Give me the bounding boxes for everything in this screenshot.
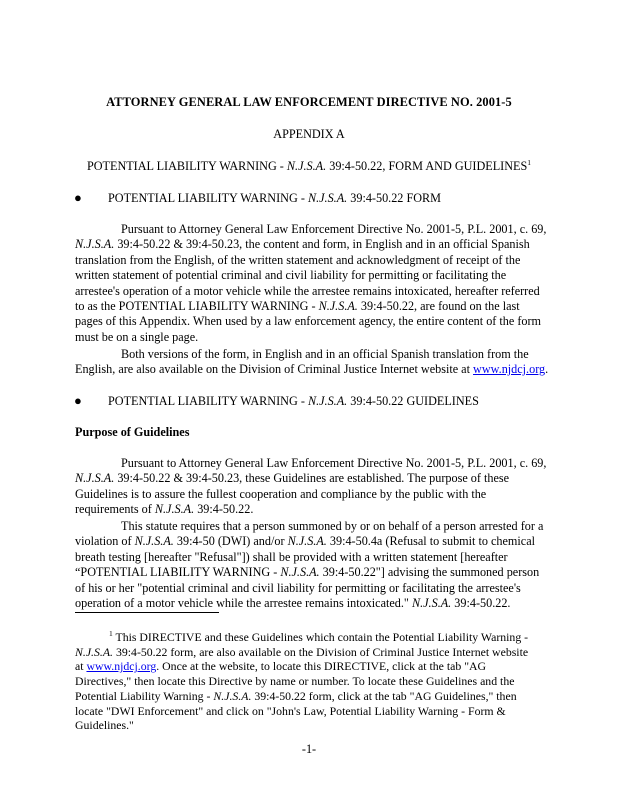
appendix-subtitle <box>60 159 558 174</box>
page-number: -1- <box>301 742 317 756</box>
njdcj-footnote-link[interactable]: www.njdcj.org <box>86 659 157 674</box>
purpose-heading: Purpose of Guidelines <box>75 425 190 439</box>
footnote: $^1$ This DIRECTIVE and these Guidelines which contain the Potential Liability Warning - N.J.S.A. 39:4-50.22 form, are also available on the Division of Criminal Justice Internet website at www.njdcj.org. Once at the website, to locate this DIRECTIVE, click at the tab "AG Directives," then locate this Directive by name or number. To locate these Guidelines and the Potential Liability Warning - N.J.S.A. 39:4-50.22 form, click at the tab "AG Guidelines," then locate "DWI Enforcement" and click on "John's Law, Potential Liability Warning - Form & Guidelines." <box>75 629 529 733</box>
subtitle-text: POTENTIAL LIABILITY WARNING - <box>86 159 287 173</box>
paragraph-form-availability: Both versions of the form, in English and in an official Spanish translation from the English, are also available on the Division of Criminal Justice Internet website at www.njdcj.org. <box>75 347 549 377</box>
section-heading-text: POTENTIAL LIABILITY WARNING - N.J.S.A. 39:4-50.22 GUIDELINES <box>108 394 479 408</box>
section-heading-text: POTENTIAL LIABILITY WARNING - N.J.S.A. 39:4-50.22 FORM <box>108 191 441 205</box>
paragraph-statute-requirement: This statute requires that a person summoned by or on behalf of a person arrested for a violation of N.J.S.A. 39:4-50 (DWI) and/or N.J.S.A. 39:4-50.4a (Refusal to submit to chemical breath testing [hereafter "Refusal"]) shall be provided with a written statement [hereafter “POTENTIAL LIABILITY WARNING - N.J.S.A. 39:4-50.22"] advising the summoned person of his or her "potential criminal and civil liability for permitting or facilitating the arrestee's operation of a motor vehicle while the arrestee remains intoxicated." N.J.S.A. 39:4-50.22. <box>75 519 544 611</box>
subtitle-text-end: 39:4-50.22, FORM AND GUIDELINES <box>326 159 528 173</box>
directive-title: ATTORNEY GENERAL LAW ENFORCEMENT DIRECTIVE NO. 2001-5 <box>106 95 512 109</box>
footnote-mark: 1 <box>109 629 113 638</box>
njdcj-website-link[interactable]: www.njdcj.org <box>473 362 546 377</box>
footnote-separator <box>75 612 219 613</box>
statute-citation: N.J.S.A. <box>286 159 327 173</box>
bullet-icon: ● <box>74 190 82 205</box>
paragraph-form-intro: Pursuant to Attorney General Law Enforcement Directive No. 2001-5, P.L. 2001, c. 69, N.J.S.A. 39:4-50.22 & 39:4-50.23, the content and form, in English and in an official Spanish translation from the English, of the written statement and acknowledgment of receipt of the written statement of potential criminal and civil liability for permitting or facilitating the arrestee's operation of a motor vehicle while the arrestee remains intoxicated, hereafter referred to as the POTENTIAL LIABILITY WARNING - N.J.S.A. 39:4-50.22, are found on the last pages of this Appendix. When used by a law enforcement agency, the entire content of the form must be on a single page. <box>75 222 547 344</box>
footnote-reference[interactable]: 1 <box>527 158 532 167</box>
bullet-icon: ● <box>74 393 82 408</box>
paragraph-guidelines-purpose: Pursuant to Attorney General Law Enforcement Directive No. 2001-5, P.L. 2001, c. 69, N.J.S.A. 39:4-50.22 & 39:4-50.23, these Guidelines are established. The purpose of these Guidelines is to assure the fullest cooperation and compliance by the public with the requirements of N.J.S.A. 39:4-50.22. <box>75 456 547 517</box>
appendix-label: APPENDIX A <box>273 127 345 141</box>
